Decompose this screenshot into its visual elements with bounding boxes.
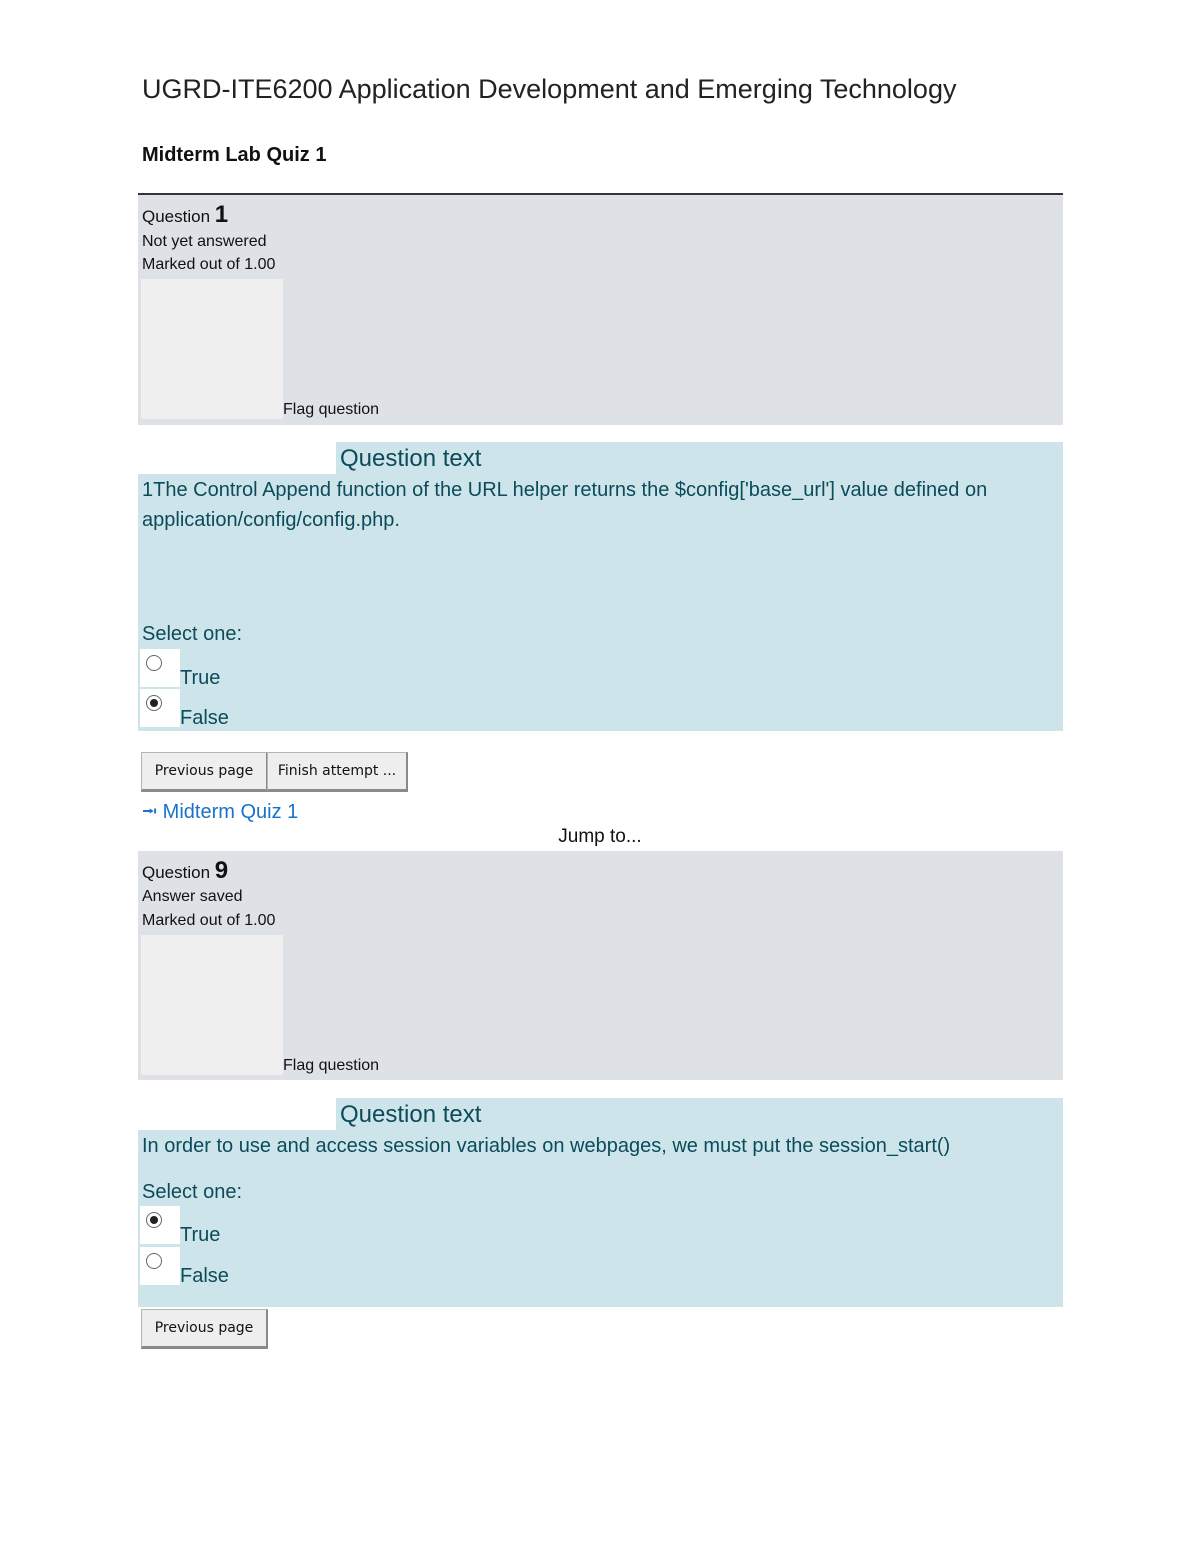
- question-number: Question 1: [142, 201, 229, 228]
- previous-page-button[interactable]: Previous page: [141, 752, 268, 792]
- previous-page-button[interactable]: Previous page: [141, 1309, 268, 1349]
- option-label[interactable]: True: [180, 667, 221, 689]
- question-info-q9: [138, 851, 1063, 1080]
- question-content-q9: [138, 1098, 1063, 1307]
- radio-false[interactable]: [146, 695, 162, 711]
- question-text-heading: Question text: [340, 1101, 482, 1128]
- quiz-title: Midterm Lab Quiz 1: [142, 144, 327, 166]
- option-label[interactable]: True: [180, 1224, 221, 1246]
- flag-question-link[interactable]: Flag question: [283, 401, 380, 418]
- radio-false[interactable]: [146, 1253, 162, 1269]
- arrow-right-icon: ⭲: [142, 801, 158, 823]
- question-marks: Marked out of 1.00: [142, 256, 276, 273]
- flag-icon[interactable]: [141, 279, 283, 419]
- finish-attempt-button[interactable]: Finish attempt ...: [267, 752, 408, 792]
- question-marks: Marked out of 1.00: [142, 912, 276, 929]
- course-title: UGRD-ITE6200 Application Development and Emerging Technology: [142, 74, 957, 104]
- flag-question-link[interactable]: Flag question: [283, 1057, 380, 1074]
- jump-to-select[interactable]: Jump to...: [558, 826, 642, 847]
- select-one-label: Select one:: [142, 1181, 243, 1203]
- question-text: 1The Control Append function of the URL helper returns the $config['base_url'] value defined on application/config/config.php.: [142, 479, 988, 531]
- back-to-quiz-link[interactable]: ⭲ Midterm Quiz 1: [142, 801, 299, 823]
- question-state: Answer saved: [142, 888, 243, 905]
- select-one-label: Select one:: [142, 623, 243, 645]
- question-number: Question 9: [142, 857, 229, 884]
- radio-true[interactable]: [146, 655, 162, 671]
- radio-true[interactable]: [146, 1212, 162, 1228]
- option-label[interactable]: False: [180, 1265, 229, 1287]
- option-label[interactable]: False: [180, 707, 229, 729]
- question-info-q1: [138, 195, 1063, 425]
- question-text: In order to use and access session variables on webpages, we must put the session_start(): [142, 1135, 951, 1157]
- question-text-heading: Question text: [340, 445, 482, 472]
- question-content-q1: [138, 442, 1063, 731]
- flag-icon[interactable]: [141, 935, 283, 1075]
- question-state: Not yet answered: [142, 233, 267, 250]
